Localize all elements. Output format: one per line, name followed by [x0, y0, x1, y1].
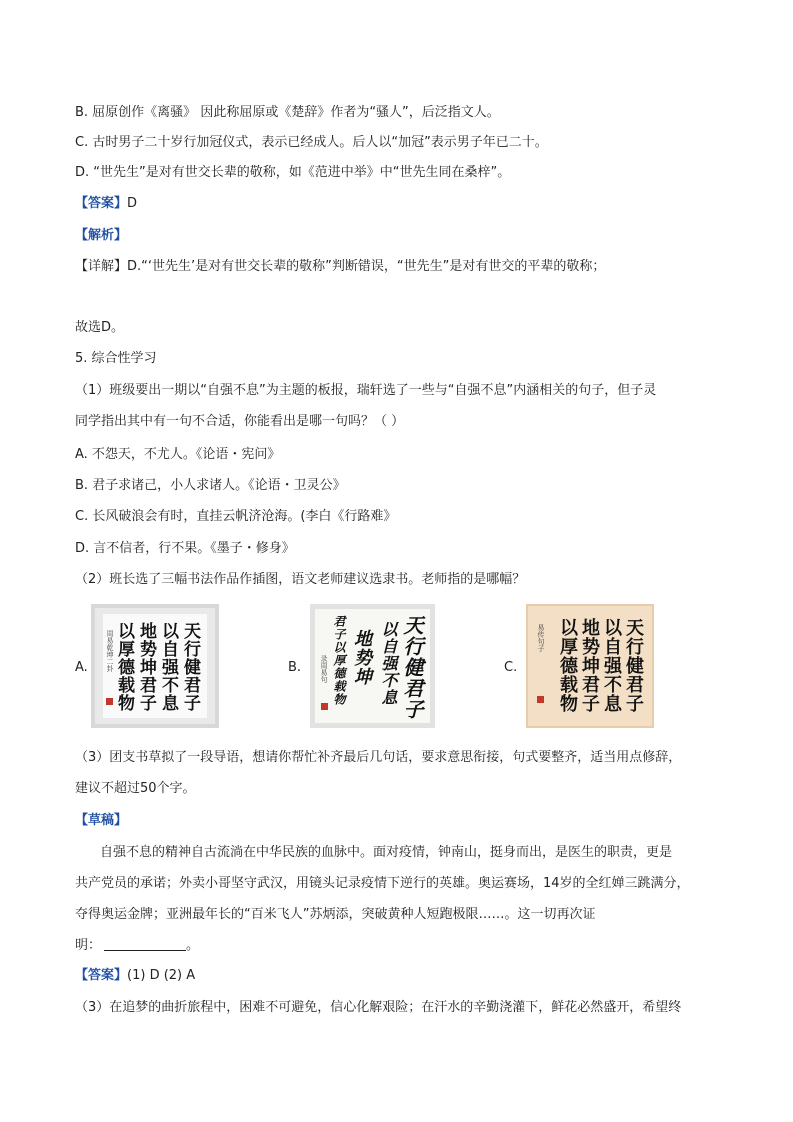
calligraphy-a-col-2: 以自强不息 [158, 622, 178, 712]
calligraphy-c-col-1: 天行健君子 [623, 618, 644, 713]
calligraphy-c-col-2: 以自强不息 [601, 618, 622, 713]
image-c-label: C. [504, 660, 518, 675]
calligraphy-image-b [310, 604, 435, 728]
q3-line-1: （3）团支书草拟了一段导语，想请你帮忙补齐最后几句话，要求意思衔接，句式要整齐，适当用点修辞， [75, 750, 682, 765]
q3-line-2: 建议不超过50个字。 [75, 781, 196, 796]
seal-c [537, 696, 544, 703]
calligraphy-b-col-3: 地势坤 [351, 629, 372, 686]
option-d-line: D. “世先生”是对有世交长辈的敬称，如《范进中举》中“世先生同在桑梓”。 [75, 165, 511, 180]
q2-line: （2）班长选了三幅书法作品作插图，语文老师建议选隶书。老师指的是哪幅？ [75, 572, 526, 587]
calligraphy-b-inscription: 录周易句 [320, 655, 328, 683]
calligraphy-b-col-2: 以自强不息 [379, 621, 398, 706]
answer2-label: 【答案】 [75, 968, 128, 983]
choice-b: B. 君子求诸己，小人求诸人。《论语・卫灵公》 [75, 478, 346, 493]
seal-a [106, 698, 113, 705]
draft-line-1: 自强不息的精神自古流淌在中华民族的血脉中。面对疫情，钟南山，挺身而出，是医生的职责，更是 [100, 845, 673, 860]
fill-blank [104, 936, 186, 951]
analysis-label: 【解析】 [75, 228, 128, 243]
draft-label: 【草稿】 [75, 813, 128, 828]
question-5-title: 5. 综合性学习 [75, 351, 157, 366]
calligraphy-a-col-3: 地势坤君子 [136, 622, 156, 712]
seal-b [321, 703, 328, 710]
calligraphy-a-inscription: 周易乾坤二卦 [106, 630, 114, 672]
choice-c: C. 长风破浪会有时，直挂云帆济沧海。(李白《行路难》 [75, 509, 397, 524]
calligraphy-c-col-4: 以厚德载物 [557, 618, 578, 713]
calligraphy-b-col-1: 天行健君子 [400, 615, 424, 720]
detail-text: D.“‘世先生’是对有世交长辈的敬称”判断错误，“世先生”是对有世交的平辈的敬称； [127, 259, 606, 274]
answer-label: 【答案】 [75, 196, 128, 211]
calligraphy-image-c [526, 604, 654, 728]
answer-line [75, 194, 137, 214]
answer2-line [75, 966, 195, 986]
draft-line-4 [75, 936, 199, 956]
calligraphy-c-col-3: 地势坤君子 [579, 618, 600, 713]
draft-line-2: 共产党员的承诺；外卖小哥坚守武汉，用镜头记录疫情下逆行的英雄。奥运赛场，14岁的全红婵三跳满分， [75, 876, 690, 891]
answer-value: D [127, 196, 138, 211]
draft-line-3: 夺得奥运金牌；亚洲最年长的“百米飞人”苏炳添，突破黄种人短跑极限……。这一切再次证 [75, 907, 596, 922]
calligraphy-c-inscription: 易传句子 [537, 624, 545, 652]
calligraphy-b-col-4: 君子以厚德载物 [332, 615, 346, 706]
image-a-label: A. [75, 660, 88, 675]
draft-line-4-text: 明： [75, 938, 102, 953]
draft-line-4-end: 。 [186, 938, 200, 953]
calligraphy-image-a [91, 604, 219, 728]
calligraphy-a-col-1: 天行健君子 [180, 622, 200, 712]
detail-label: 【详解】 [75, 259, 128, 274]
q1-line-1: （1）班级要出一期以“自强不息”为主题的板报，瑞轩选了一些与“自强不息”内涵相关的句子，但子灵 [75, 383, 657, 398]
q1-line-2: 同学指出其中有一句不合适，你能看出是哪一句吗？（ ） [75, 414, 405, 429]
answer2-value: (1) D (2) A [127, 968, 196, 983]
choose-line: 故选D。 [75, 320, 125, 335]
choice-d: D. 言不信者，行不果。《墨子・修身》 [75, 541, 295, 556]
calligraphy-a-col-4: 以厚德载物 [114, 622, 134, 712]
option-c-line: C. 古时男子二十岁行加冠仪式，表示已经成人。后人以“加冠”表示男子年已二十。 [75, 135, 548, 150]
option-b-line: B. 屈原创作《离骚》 因此称屈原或《楚辞》作者为“骚人”，后泛指文人。 [75, 105, 500, 120]
answer3-line: （3）在追梦的曲折旅程中，困难不可避免，信心化解艰险；在汗水的辛勤浇灌下，鲜花必然盛开，希望终 [75, 1000, 682, 1015]
choice-a: A. 不怨天，不尤人。《论语・宪问》 [75, 447, 281, 462]
detail-line [75, 257, 605, 277]
image-b-label: B. [288, 660, 302, 675]
